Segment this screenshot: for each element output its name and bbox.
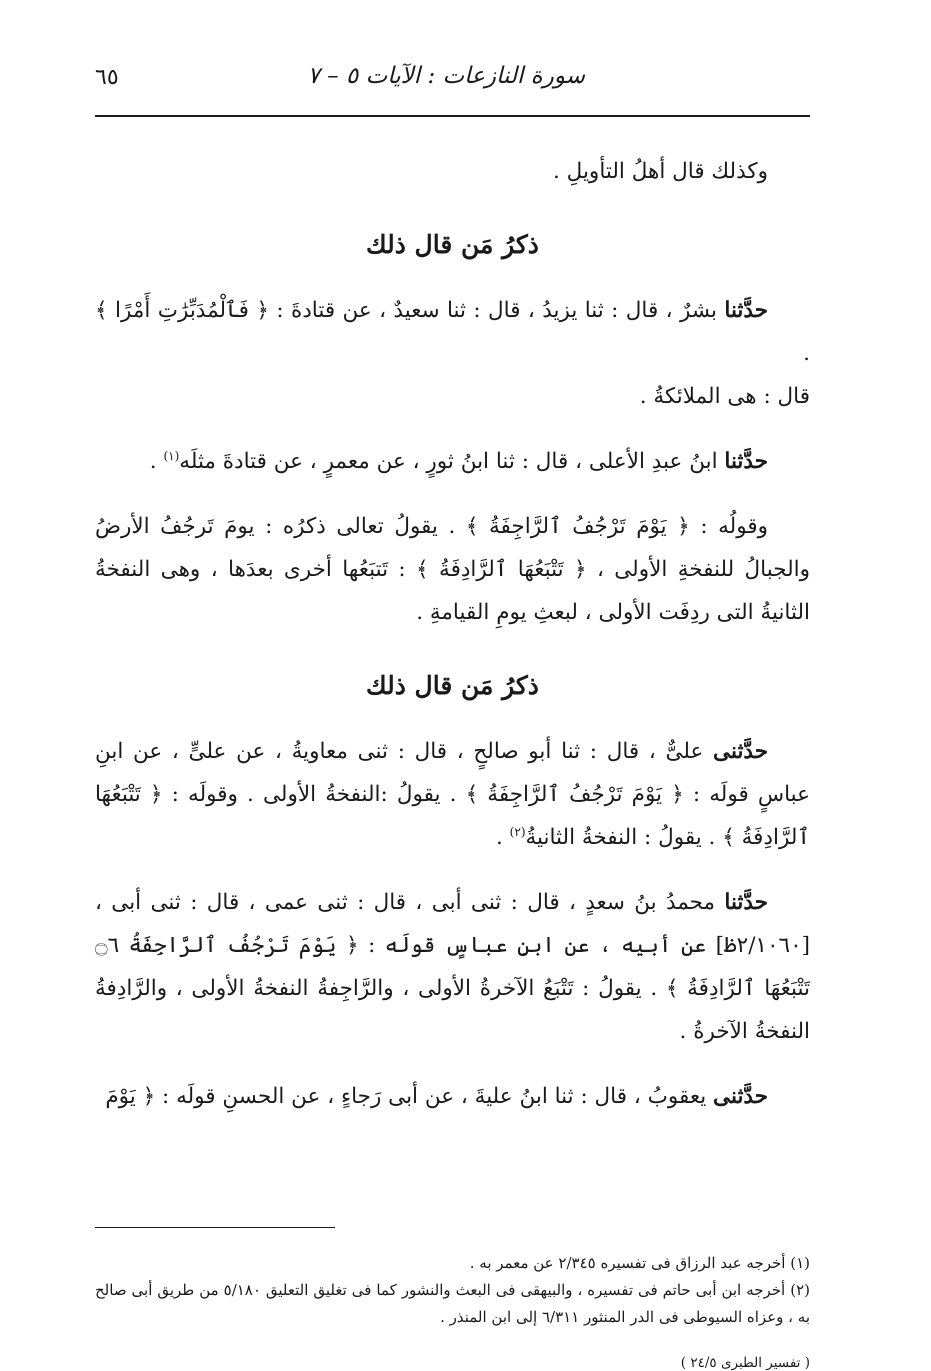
section-heading: ذكرُ مَن قال ذلك (366, 230, 539, 259)
narration-lead: حدَّثنى (713, 1084, 768, 1109)
narration-lead: حدَّثنا (724, 298, 768, 323)
paragraph-tafsir: وقولُه : ﴿ يَوْمَ تَرْجُفُ ٱلرَّاجِفَةُ ﴾ . يقولُ تعالى ذكرُه : يومَ تَرجُفُ الأرضُ والجبالُ للنفخةِ الأولى ، ﴿ تَتْبَعُهَا ٱلرَّادِفَةُ ﴾ : تَتبَعُها أخرى بعدَها ، وهى النفخةُ الثانيةُ التى ردِفَت الأولى ، لبعثِ يومِ القيامةِ . (95, 514, 810, 625)
narration-text: علىٌّ ، قال : ثنا أبو صالحٍ ، قال : ثنى معاويةُ ، عن علىٍّ ، عن ابنِ عباسٍ قولَه : ﴿ يَوْمَ تَرْجُفُ ٱلرَّاجِفَةُ ﴾ . يقولُ :النفخةُ الأولى . وقولَه : ﴿ تَتْبَعُهَا ٱلرَّادِفَةُ ﴾ . يقولُ : النفخةُ الثانيةُ (95, 739, 810, 850)
paragraph-comment: قال : هى الملائكةُ . (639, 384, 810, 409)
narration-text: ابنُ عبدِ الأعلى ، قال : ثنا ابنُ ثورٍ ، عن معمرٍ ، عن قتادةَ مثلَه (179, 449, 725, 474)
section-heading: ذكرُ مَن قال ذلك (366, 671, 539, 700)
page-number: ٦٥ (95, 65, 119, 90)
narration-text: محمدُ بنُ سعدٍ ، قال : ثنى أبى ، قال : ثنى عمى ، قال : ثنى أبى ، [٢/١٠٦٠ظ] عن أبيه ، عن ابنِ عباسٍ قولَه : ﴿ يَوْمَ تَرْجُفُ ٱلرَّاجِفَةُ ۝٦ تَتْبَعُهَا ٱلرَّادِفَةُ ﴾ . يقولُ : تَتْبَعُ الآخرةُ الأولى ، والرَّاجِفةُ النفخةُ الأولى ، والرَّادِفةُ النفخةُ الآخرةُ . (95, 890, 811, 1044)
signature-mark: ( تفسير الطبرى ٢٤/٥ ) (680, 1355, 810, 1371)
footnotes (95, 1250, 810, 1331)
footnote-divider (95, 1227, 335, 1228)
main-text (95, 150, 810, 1118)
paragraph-hadith-3 (95, 730, 810, 859)
footnote-ref: (١) (163, 448, 180, 463)
running-header (95, 55, 810, 117)
paragraph-hadith-5 (95, 1075, 810, 1118)
narration-lead: حدَّثنى (713, 739, 768, 764)
narration-end: . (496, 825, 510, 850)
paragraph-intro: وكذلك قال أهلُ التأويلِ . (553, 159, 768, 184)
header-title: سورة النازعات : الآيات ٥ – ٧ (307, 63, 585, 89)
paragraph-hadith-2 (95, 440, 810, 483)
narration-text: بشرٌ ، قال : ثنا يزيدُ ، قال : ثنا سعيدٌ ، عن قتادةَ : ﴿ فَٱلْمُدَبِّرَٰتِ أَمْرًا ﴾ . (95, 298, 810, 366)
narration-lead: حدَّثنا (724, 890, 768, 915)
narration-end: . (149, 449, 164, 474)
footnote-1: (١) أخرجه عبد الرزاق فى تفسيره ٢/٣٤٥ عن معمر به . (469, 1254, 810, 1272)
footnote-ref: (٢) (509, 824, 526, 839)
paragraph-hadith-1 (95, 289, 810, 375)
book-page (95, 55, 811, 1371)
narration-lead: حدَّثنا (724, 449, 768, 474)
narration-text: يعقوبُ ، قال : ثنا ابنُ عليةَ ، عن أبى رَجاءٍ ، عن الحسنِ قولَه : ﴿ يَوْمَ (105, 1084, 714, 1109)
footnote-2: (٢) أخرجه ابن أبى حاتم فى تفسيره ، والبيهقى فى البعث والنشور كما فى تغليق التعليق ٥/١٨٠ من طريق أبى صالح به ، وعزاه السيوطى فى الدر المنثور ٦/٣١١ إلى ابن المنذر . (95, 1281, 810, 1326)
paragraph-hadith-4 (95, 881, 810, 1053)
